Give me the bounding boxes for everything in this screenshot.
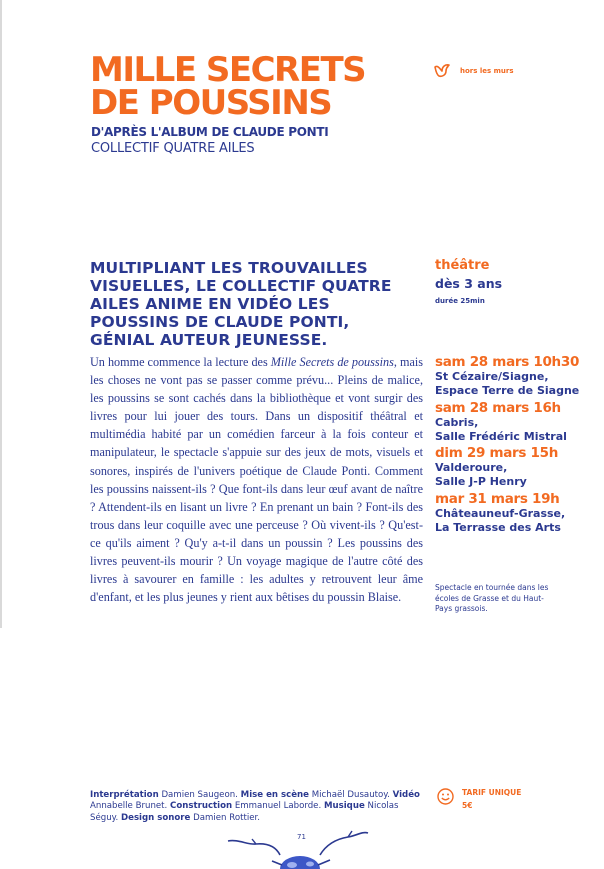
venue-name: Salle J-P Henry [435, 475, 527, 488]
date-block [435, 445, 558, 489]
venue-city: Valderoure, [435, 461, 508, 474]
genre-label: théâtre [435, 258, 490, 273]
page-number: 71 [297, 833, 306, 841]
date-block [435, 354, 579, 398]
beetle-illustration [222, 827, 392, 869]
smiley-icon [437, 788, 454, 805]
credit-role: Interprétation [90, 790, 159, 800]
title-line-1: MILLE SECRETS [90, 50, 366, 90]
age-label: dès 3 ans [435, 276, 503, 291]
tarif-label: TARIF UNIQUE [462, 788, 522, 797]
date-block [435, 491, 565, 535]
show-title [90, 50, 366, 123]
venue-city: St Cézaire/Siagne, [435, 370, 549, 383]
venue-name: Espace Terre de Siagne [435, 384, 580, 397]
credit-name: Damien Rottier. [193, 812, 260, 823]
credit-role: Design sonore [120, 812, 191, 823]
credit-name: Annabelle Brunet. [90, 801, 168, 812]
credits [90, 790, 423, 824]
hors-les-murs-label: hors les murs [460, 67, 514, 75]
date-text: sam 28 mars 16h [435, 400, 561, 416]
venue-city: Cabris, [435, 416, 479, 429]
description-intro: Un homme commence la lecture des [90, 355, 271, 369]
page-edge-line [0, 0, 2, 628]
credit-role: Musique [323, 801, 365, 812]
tarif-price: 5€ [462, 801, 473, 810]
tarif-block [437, 788, 521, 810]
date-text: mar 31 mars 19h [435, 491, 560, 507]
title-line-2: DE POUSSINS [90, 83, 332, 123]
date-text: sam 28 mars 10h30 [435, 354, 580, 370]
show-subtitle: D'APRÈS L'ALBUM DE CLAUDE PONTI [91, 125, 329, 139]
date-text: dim 29 mars 15h [435, 445, 559, 461]
description-paragraph [90, 353, 423, 606]
credit-name: Emmanuel Laborde. [234, 801, 322, 812]
credit-name: Damien Saugeon. [161, 790, 238, 800]
company-name: COLLECTIF QUATRE AILES [91, 141, 255, 156]
lead-paragraph: MULTIPLIANT LES TROUVAILLES VISUELLES, LE COLLECTIF QUATRE AILES ANIME EN VIDÉO LES POUSSINS DE CLAUDE PONTI, GÉNIAL AUTEUR JEUNESSE. [90, 259, 392, 349]
venue-city: Châteauneuf-Grasse, [435, 507, 566, 520]
description-rest: , mais les choses ne vont pas se passer comme prévu... Pleins de malice, les poussins se sont cachés dans la bibliothèque et vont surgir des livres pour lui jouer des tours. Dans un dispositif théâtral et multimédia habité par un comédien farceur à la fois conteur et manipulateur, le spectacle s'appuie sur des jeux de mots, visuels et sonores, inspirés de l'univers poétique de Claude Ponti. Comment les poussins naissent-ils ? Que font-ils dans leur œuf avant de naître ? Attendent-ils en lisant un livre ? En prenant un bain ? Font-ils des trous dans leur coquille avec une perceuse ? Où vivent-ils ? Qu'est-ce qu'ils aiment ? Qu'y a-t-il dans un poussin ? Les poussins des livres peuvent-ils mourir ? Un voyage magique de l'autre côté des livres à savourer en famille : les adultes y retrouvent leur âme d'enfant, et les plus jeunes y rient aux bêtises du poussin Blaise. [90, 355, 423, 605]
credit-name: Nicolas Séguy. [90, 801, 399, 823]
credit-role: Vidéo [392, 790, 420, 800]
date-block [435, 400, 567, 444]
duration-label: durée 25min [435, 297, 485, 305]
credit-role: Construction [170, 801, 233, 812]
bird-icon [433, 63, 453, 79]
venue-name: Salle Frédéric Mistral [435, 430, 567, 443]
hors-les-murs-tag [433, 63, 514, 79]
tour-note: Spectacle en tournée dans les écoles de Grasse et du Haut-Pays grassois. [435, 583, 549, 613]
credit-name: Michaël Dusautoy. [311, 790, 390, 800]
credit-role: Mise en scène [240, 790, 309, 800]
description-book-title: Mille Secrets de poussins [270, 355, 394, 369]
venue-name: La Terrasse des Arts [435, 521, 561, 534]
